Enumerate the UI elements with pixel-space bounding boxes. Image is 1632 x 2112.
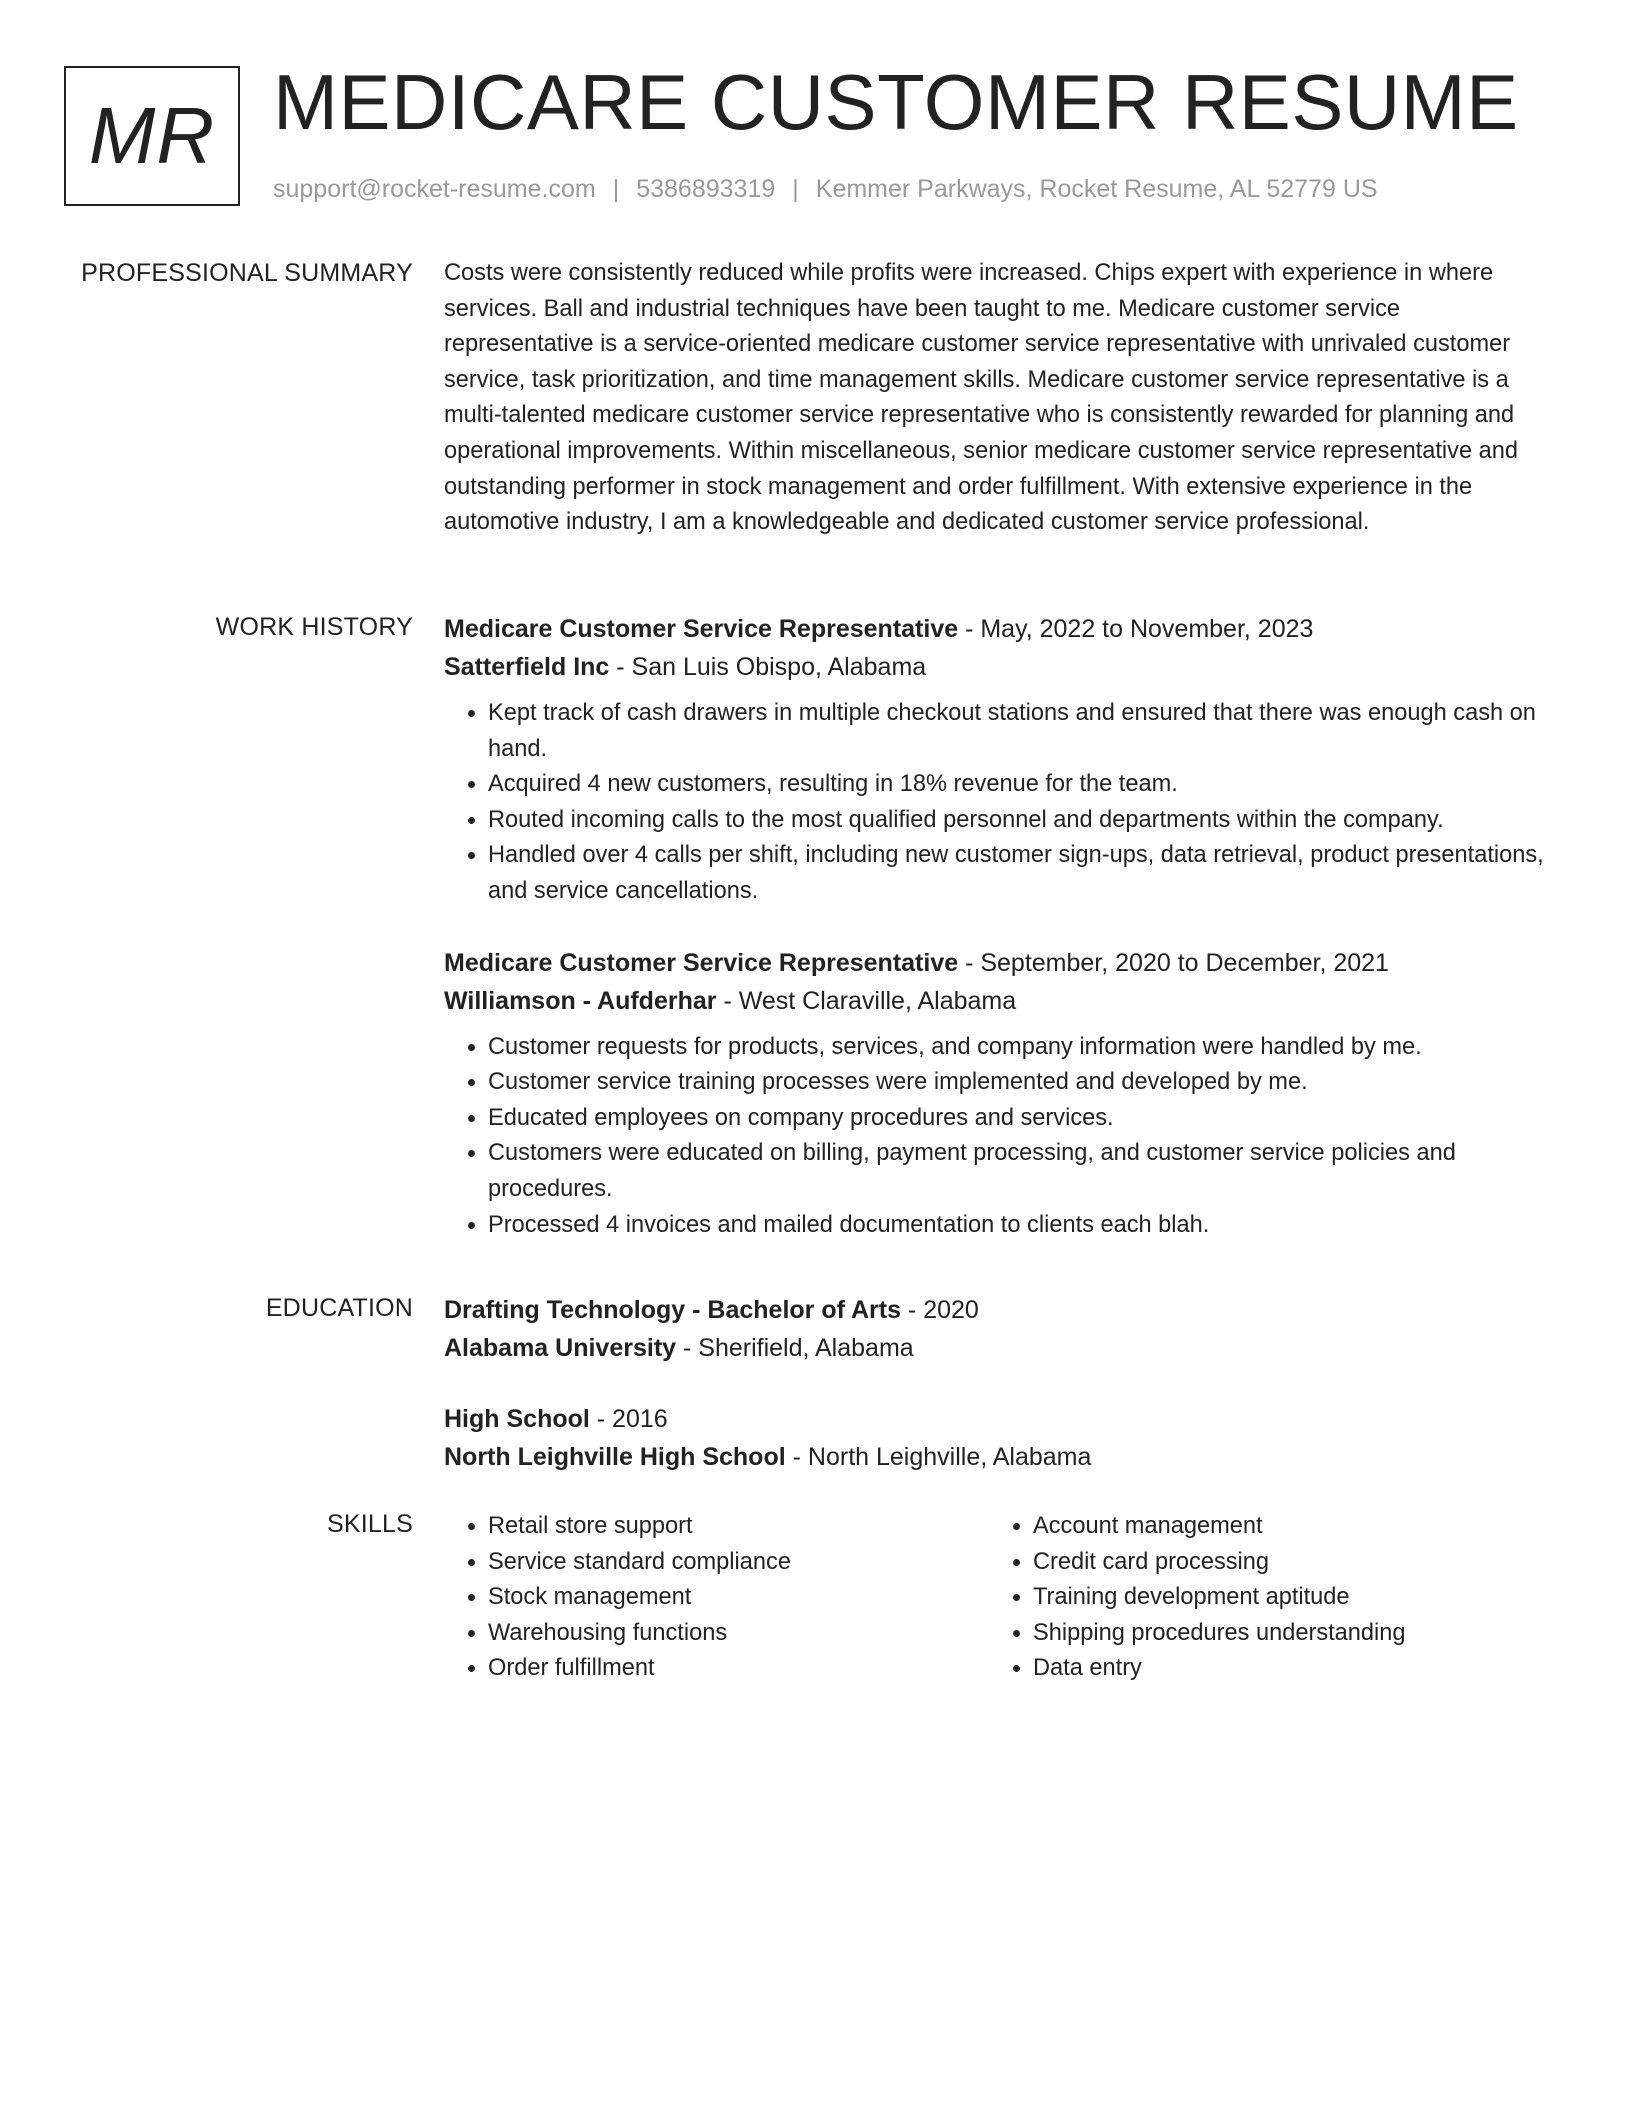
job-company-line xyxy=(444,982,1556,1020)
list-item: • Acquired 4 new customers, resulting in 18% revenue for the team. xyxy=(488,767,1556,803)
summary-text: Costs were consistently reduced while profits were increased. Chips expert with experience in where services. Ball and industrial techniques have been taught to me. Medicare customer service representative is a service-oriented medicare customer service representative with unrivaled customer service, task prioritization, and time management skills. Medicare customer service representative is a multi-talented medicare customer service representative who is consistently rewarded for planning and operational improvements. Within miscellaneous, senior medicare customer service representative and outstanding performer in stock management and order fulfillment. With extensive experience in the automotive industry, I am a knowledgeable and dedicated customer service professional. xyxy=(444,260,1518,536)
list-item: • Customers were educated on billing, payment processing, and customer service policies and procedures. xyxy=(488,1136,1556,1207)
list-item: • Routed incoming calls to the most qualified personnel and departments within the company. xyxy=(488,803,1556,839)
job-dates: - May, 2022 to November, 2023 xyxy=(958,615,1314,643)
education-heading xyxy=(444,1400,1556,1438)
list-item: • Credit card processing xyxy=(1033,1545,1534,1581)
contact-email: support@rocket-resume.com xyxy=(273,175,596,203)
list-item: • Warehousing functions xyxy=(488,1616,989,1652)
resume-title: MEDICARE CUSTOMER RESUME xyxy=(273,58,1519,146)
list-item: • Stock management xyxy=(488,1580,989,1616)
job-location: - West Claraville, Alabama xyxy=(716,986,1017,1015)
list-item: • Service standard compliance xyxy=(488,1545,989,1581)
list-item: • Customer service training processes were implemented and developed by me. xyxy=(488,1065,1556,1101)
section-label-education: EDUCATION xyxy=(265,1294,413,1322)
education-school-line xyxy=(444,1438,1556,1476)
education-year: - 2020 xyxy=(900,1296,979,1324)
contact-line xyxy=(273,172,1378,206)
job-dates: - September, 2020 to December, 2021 xyxy=(958,948,1389,977)
education-location: - North Leighville, Alabama xyxy=(785,1443,1092,1471)
list-item: • Customer requests for products, services, and company information were handled by me. xyxy=(488,1030,1556,1066)
job-location: - San Luis Obispo, Alabama xyxy=(609,653,927,681)
job-bullets xyxy=(444,1030,1556,1244)
list-item: • Processed 4 invoices and mailed documentation to clients each blah. xyxy=(488,1208,1556,1244)
list-item: • Training development aptitude xyxy=(1033,1580,1534,1616)
skills-list-left xyxy=(444,1509,989,1687)
section-label-summary: PROFESSIONAL SUMMARY xyxy=(81,259,413,287)
list-item: • Order fulfillment xyxy=(488,1651,989,1687)
list-item: • Shipping procedures understanding xyxy=(1033,1616,1534,1652)
job-company: Satterfield Inc xyxy=(444,653,610,681)
list-item: • Retail store support xyxy=(488,1509,989,1545)
education-year: - 2016 xyxy=(589,1405,668,1433)
education-entry xyxy=(444,1400,1556,1476)
education-school: North Leighville High School xyxy=(444,1443,786,1471)
job-bullets xyxy=(444,696,1556,910)
list-item: • Educated employees on company procedures and services. xyxy=(488,1101,1556,1137)
list-item: • Account management xyxy=(1033,1509,1534,1545)
contact-separator: | xyxy=(612,175,620,203)
section-label-work: WORK HISTORY xyxy=(215,613,413,641)
education-degree: High School xyxy=(444,1405,590,1433)
education-heading xyxy=(444,1291,1556,1329)
job-heading xyxy=(444,610,1556,648)
list-item: • Handled over 4 calls per shift, including new customer sign-ups, data retrieval, product presentations, and service cancellations. xyxy=(488,838,1556,909)
job-company: Williamson - Aufderhar xyxy=(444,986,717,1015)
job-title: Medicare Customer Service Representative xyxy=(444,948,959,977)
education-school: Alabama University xyxy=(444,1334,677,1362)
education-location: - Sherifield, Alabama xyxy=(676,1334,914,1362)
contact-address: Kemmer Parkways, Rocket Resume, AL 52779 US xyxy=(815,175,1378,203)
job-title: Medicare Customer Service Representative xyxy=(444,615,959,643)
job-heading xyxy=(444,944,1556,982)
job-company-line xyxy=(444,648,1556,686)
monogram-logo: MR xyxy=(64,66,240,206)
list-item: • Data entry xyxy=(1033,1651,1534,1687)
section-label-skills: SKILLS xyxy=(327,1510,413,1538)
contact-phone: 5386893319 xyxy=(636,175,776,203)
job-entry xyxy=(444,944,1556,1244)
education-degree: Drafting Technology - Bachelor of Arts xyxy=(444,1296,901,1324)
contact-separator: | xyxy=(792,175,799,203)
education-entry xyxy=(444,1291,1556,1367)
skills-list-right xyxy=(989,1509,1534,1687)
job-entry xyxy=(444,610,1556,910)
education-school-line xyxy=(444,1329,1556,1367)
list-item: • Kept track of cash drawers in multiple checkout stations and ensured that there was enough cash on hand. xyxy=(488,696,1556,767)
